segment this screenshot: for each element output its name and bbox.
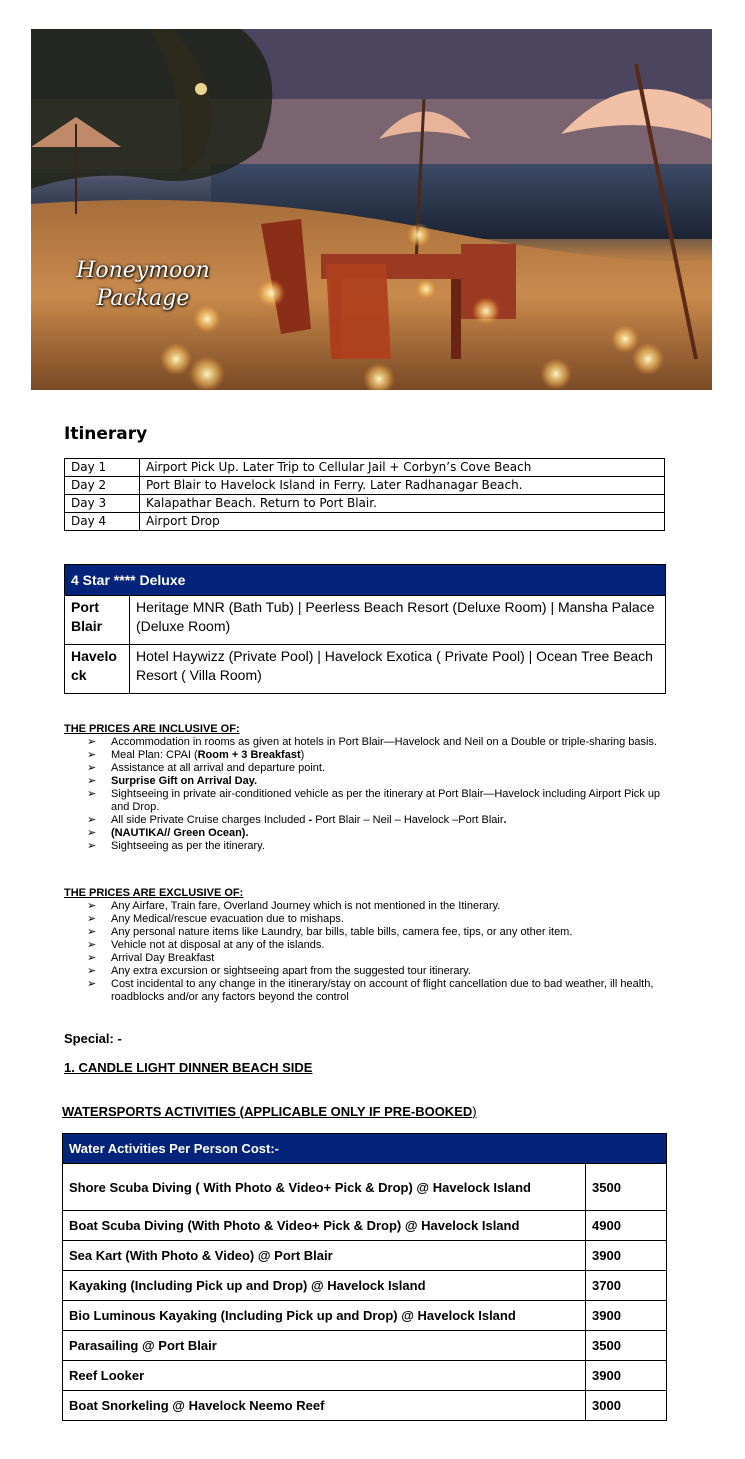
table-row — [63, 1301, 667, 1331]
activity-name: Boat Scuba Diving (With Photo & Video+ Pick & Drop) @ Havelock Island — [63, 1211, 586, 1241]
inclusion-bold: Surprise Gift on Arrival Day. — [111, 775, 258, 787]
hero-title — [43, 257, 243, 313]
inclusion-bold: Room + 3 Breakfast — [197, 749, 301, 761]
list-item — [87, 939, 668, 952]
exclusion-text: Vehicle not at disposal at any of the islands. — [111, 939, 325, 951]
inclusion-bold: (NAUTIKA// Green Ocean). — [111, 827, 249, 839]
arrow-bullet-icon: ➢ — [87, 762, 97, 774]
exclusion-text: Cost incidental to any change in the itinerary/stay on account of flight cancellation due to bad weather, ill health, roadblocks and/or any factors beyond the control — [111, 978, 654, 1003]
arrow-bullet-icon: ➢ — [87, 965, 97, 977]
list-item — [87, 926, 668, 939]
itinerary-row — [65, 459, 665, 477]
activity-price: 4900 — [586, 1211, 667, 1241]
exclusion-text: Any personal nature items like Laundry, bar bills, table bills, camera fee, tips, or any other item. — [111, 926, 573, 938]
inclusion-bold: . — [503, 814, 507, 826]
exclusion-text: Arrival Day Breakfast — [111, 952, 215, 964]
activity-price: 3700 — [586, 1271, 667, 1301]
hotel-list: Hotel Haywizz (Private Pool) | Havelock Exotica ( Private Pool) | Ocean Tree Beach Resort ( Villa Room) — [130, 645, 666, 694]
list-item — [87, 736, 664, 749]
activity-price: 3500 — [586, 1164, 667, 1211]
itinerary-plan: Airport Drop — [140, 513, 665, 531]
watersports-heading-main: WATERSPORTS ACTIVITIES (APPLICABLE ONLY IF PRE-BOOKED — [62, 1104, 473, 1119]
inclusions-list — [64, 736, 664, 853]
activity-name: Sea Kart (With Photo & Video) @ Port Blair — [63, 1241, 586, 1271]
activity-name: Bio Luminous Kayaking (Including Pick up and Drop) @ Havelock Island — [63, 1301, 586, 1331]
hotel-list: Heritage MNR (Bath Tub) | Peerless Beach Resort (Deluxe Room) | Mansha Palace (Deluxe Room) — [130, 596, 666, 645]
inclusion-text: Assistance at all arrival and departure point. — [111, 762, 326, 774]
itinerary-day: Day 4 — [65, 513, 140, 531]
table-row — [63, 1211, 667, 1241]
hero-title-line1: Honeymoon — [76, 258, 210, 283]
inclusion-bold: - — [308, 814, 313, 826]
itinerary-day: Day 1 — [65, 459, 140, 477]
itinerary-heading: Itinerary — [64, 424, 148, 444]
arrow-bullet-icon: ➢ — [87, 926, 97, 938]
exclusions-section — [64, 887, 668, 1004]
watersports-table-header: Water Activities Per Person Cost:- — [63, 1134, 667, 1164]
arrow-bullet-icon: ➢ — [87, 978, 97, 990]
activity-name: Kayaking (Including Pick up and Drop) @ Havelock Island — [63, 1271, 586, 1301]
itinerary-plan: Airport Pick Up. Later Trip to Cellular Jail + Corbyn’s Cove Beach — [140, 459, 665, 477]
list-item — [87, 788, 664, 814]
hero-beach-image — [31, 29, 712, 390]
hotel-row — [65, 596, 666, 645]
inclusion-text: Sightseeing in private air-conditioned vehicle as per the itinerary at Port Blair—Havelock including Airport Pick up and Drop. — [111, 788, 661, 813]
itinerary-day: Day 3 — [65, 495, 140, 513]
list-item — [87, 775, 664, 788]
hotel-city: Havelo ck — [65, 645, 130, 694]
arrow-bullet-icon: ➢ — [87, 840, 97, 852]
table-row — [63, 1164, 667, 1211]
activity-name: Reef Looker — [63, 1361, 586, 1391]
list-item — [87, 913, 668, 926]
list-item — [87, 840, 664, 853]
list-item — [87, 900, 668, 913]
table-row — [63, 1241, 667, 1271]
list-item — [87, 814, 664, 827]
inclusions-heading: THE PRICES ARE INCLUSIVE OF: — [64, 723, 240, 735]
hotel-table — [64, 564, 666, 694]
arrow-bullet-icon: ➢ — [87, 814, 97, 826]
activity-price: 3900 — [586, 1301, 667, 1331]
arrow-bullet-icon: ➢ — [87, 736, 97, 748]
itinerary-plan: Kalapathar Beach. Return to Port Blair. — [140, 495, 665, 513]
hotel-category-header: 4 Star **** Deluxe — [65, 565, 666, 596]
list-item — [87, 749, 664, 762]
activity-price: 3900 — [586, 1361, 667, 1391]
inclusion-text: ) — [300, 749, 305, 761]
arrow-bullet-icon: ➢ — [87, 900, 97, 912]
itinerary-row — [65, 513, 665, 531]
inclusion-text: All side Private Cruise charges Included — [111, 814, 309, 826]
list-item — [87, 978, 668, 1004]
itinerary-row — [65, 477, 665, 495]
special-label: Special: - — [64, 1031, 122, 1046]
inclusion-text: Meal Plan: CPAI ( — [111, 749, 198, 761]
arrow-bullet-icon: ➢ — [87, 939, 97, 951]
watersports-heading — [62, 1104, 477, 1119]
list-item — [87, 952, 668, 965]
hotel-row — [65, 645, 666, 694]
activity-price: 3000 — [586, 1391, 667, 1421]
activity-price: 3500 — [586, 1331, 667, 1361]
inclusions-section — [64, 723, 664, 853]
arrow-bullet-icon: ➢ — [87, 788, 97, 800]
itinerary-day: Day 2 — [65, 477, 140, 495]
beach-dinner-illustration — [31, 29, 712, 390]
table-row — [63, 1391, 667, 1421]
exclusions-heading: THE PRICES ARE EXCLUSIVE OF: — [64, 887, 244, 899]
activity-price: 3900 — [586, 1241, 667, 1271]
arrow-bullet-icon: ➢ — [87, 749, 97, 761]
watersports-table — [62, 1133, 667, 1421]
table-row — [63, 1271, 667, 1301]
exclusion-text: Any Medical/rescue evacuation due to mishaps. — [111, 913, 344, 925]
exclusion-text: Any extra excursion or sightseeing apart from the suggested tour itinerary. — [111, 965, 471, 977]
inclusion-text: Sightseeing as per the itinerary. — [111, 840, 265, 852]
activity-name: Shore Scuba Diving ( With Photo & Video+ Pick & Drop) @ Havelock Island — [63, 1164, 586, 1211]
watersports-heading-end: ) — [472, 1104, 477, 1119]
table-row — [63, 1331, 667, 1361]
special-item: 1. CANDLE LIGHT DINNER BEACH SIDE — [64, 1060, 313, 1075]
activity-name: Parasailing @ Port Blair — [63, 1331, 586, 1361]
arrow-bullet-icon: ➢ — [87, 775, 97, 787]
itinerary-row — [65, 495, 665, 513]
arrow-bullet-icon: ➢ — [87, 827, 97, 839]
itinerary-table — [64, 458, 665, 531]
hero-title-line2: Package — [96, 286, 190, 311]
list-item — [87, 827, 664, 840]
list-item — [87, 762, 664, 775]
itinerary-plan: Port Blair to Havelock Island in Ferry. Later Radhanagar Beach. — [140, 477, 665, 495]
activity-name: Boat Snorkeling @ Havelock Neemo Reef — [63, 1391, 586, 1421]
exclusions-list — [64, 900, 668, 1004]
hotel-city: Port Blair — [65, 596, 130, 645]
inclusion-text: Port Blair – Neil – Havelock –Port Blair — [312, 814, 504, 826]
table-row — [63, 1361, 667, 1391]
inclusion-text: Accommodation in rooms as given at hotels in Port Blair—Havelock and Neil on a Double or triple-sharing basis. — [111, 736, 657, 748]
arrow-bullet-icon: ➢ — [87, 952, 97, 964]
exclusion-text: Any Airfare, Train fare, Overland Journey which is not mentioned in the Itinerary. — [111, 900, 501, 912]
list-item — [87, 965, 668, 978]
arrow-bullet-icon: ➢ — [87, 913, 97, 925]
